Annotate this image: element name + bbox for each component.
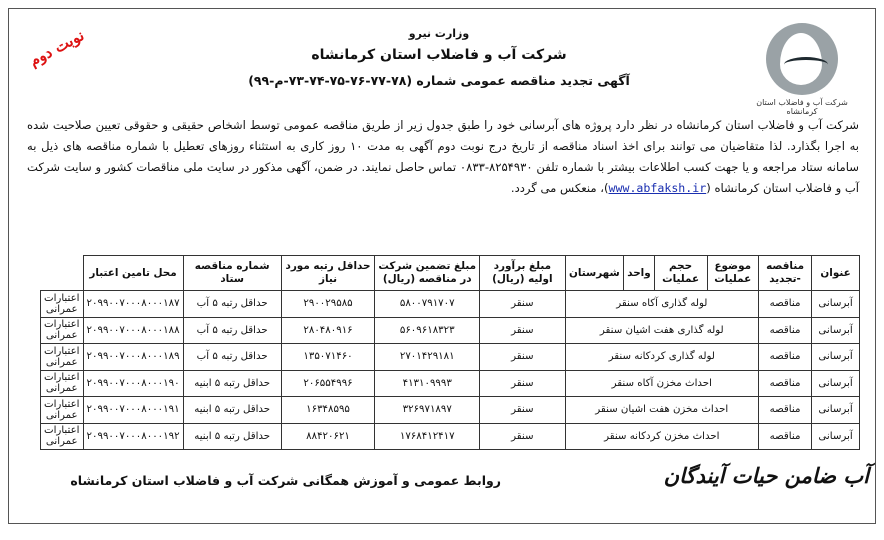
cell-subject: احداث مخزن هفت اشیان سنقر: [565, 397, 758, 424]
cell-setad-number: ۲۰۹۹۰۰۷۰۰۰۸۰۰۰۱۹۲: [83, 423, 183, 450]
cell-city: سنقر: [480, 344, 565, 371]
cell-grade: حداقل رتبه ۵ آب: [183, 291, 281, 318]
cell-setad-number: ۲۰۹۹۰۰۷۰۰۰۸۰۰۰۱۹۰: [83, 370, 183, 397]
cell-grade: حداقل رتبه ۵ آب: [183, 344, 281, 371]
cell-city: سنقر: [480, 397, 565, 424]
public-relations-footer: روابط عمومی و آموزش همگانی شرکت آب و فاضلاب استان کرمانشاه: [70, 473, 501, 488]
cell-setad-number: ۲۰۹۹۰۰۷۰۰۰۸۰۰۰۱۸۸: [83, 317, 183, 344]
cell-guarantee: ۲۰۶۵۵۴۹۹۶: [281, 370, 375, 397]
water-drop-logo-icon: [766, 23, 838, 95]
cell-type: مناقصه: [758, 291, 811, 318]
col-header-estimate: مبلغ برآورد اولیه (ریال): [480, 256, 565, 291]
cell-funding: اعتبارات عمرانی: [41, 291, 84, 318]
table-header-row: [41, 256, 860, 291]
slogan: آب ضامن حیات آیندگان: [663, 463, 869, 488]
cell-estimate: ۵۶۰۹۶۱۸۳۲۳: [375, 317, 480, 344]
cell-title: آبرسانی: [812, 423, 860, 450]
cell-title: آبرسانی: [812, 397, 860, 424]
table-row: [41, 317, 860, 344]
cell-city: سنقر: [480, 370, 565, 397]
cell-type: مناقصه: [758, 423, 811, 450]
logo-caption: شرکت آب و فاضلاب استان کرمانشاه: [756, 98, 848, 116]
cell-type: مناقصه: [758, 397, 811, 424]
cell-grade: حداقل رتبه ۵ آب: [183, 317, 281, 344]
notice-body: [27, 115, 859, 199]
cell-setad-number: ۲۰۹۹۰۰۷۰۰۰۸۰۰۰۱۸۹: [83, 344, 183, 371]
cell-guarantee: ۱۶۳۴۸۵۹۵: [281, 397, 375, 424]
cell-city: سنقر: [480, 317, 565, 344]
col-header-funding: محل تامین اعتبار: [83, 256, 183, 291]
notice-text-end: )، منعکس می گردد.: [510, 181, 609, 195]
cell-subject: احداث مخزن آکاه سنقر: [565, 370, 758, 397]
company-logo: [742, 23, 862, 116]
table-row: [41, 423, 860, 450]
cell-funding: اعتبارات عمرانی: [41, 317, 84, 344]
col-header-guarantee: مبلغ تضمین شرکت در مناقصه (ریال): [375, 256, 480, 291]
round-stamp: نوبت دوم: [26, 26, 88, 70]
col-header-title: عنوان: [812, 256, 860, 291]
cell-guarantee: ۲۸۰۴۸۰۹۱۶: [281, 317, 375, 344]
notice-text: شرکت آب و فاضلاب استان کرمانشاه در نظر دارد پروژه های آبرسانی خود را طبق جدول زیر از طریق مناقصه عمومی توسط اشخاص حقیقی و حقوقی تعیین صلاحیت شده به اجرا بگذارد. لذا متقاضیان می توانند برای اخذ اسناد مناقصه از تاریخ درج نوبت دوم آگهی به مدت ۱۰ روز کاری به استثناء روزهای تعطیل با شماره مناقصه های ذیل به سامانه ستاد مراجعه و یا جهت کسب اطلاعات بیشتر با شماره تلفن ۸۲۵۴۹۳۰-۰۸۳۳ تماس حاصل نمایند. در ضمن، آگهی مذکور در سایت ملی مناقصات کشور و سایت شرکت آب و فاضلاب استان کرمانشاه (: [27, 118, 860, 195]
cell-grade: حداقل رتبه ۵ ابنیه: [183, 423, 281, 450]
cell-title: آبرسانی: [812, 344, 860, 371]
tender-notice: [8, 8, 876, 524]
table-row: [41, 397, 860, 424]
cell-estimate: ۴۱۳۱۰۹۹۹۳: [375, 370, 480, 397]
cell-grade: حداقل رتبه ۵ ابنیه: [183, 370, 281, 397]
col-header-volume: حجم عملیات: [654, 256, 707, 291]
website-link[interactable]: www.abfaksh.ir: [608, 181, 707, 195]
cell-guarantee: ۸۸۴۲۰۶۲۱: [281, 423, 375, 450]
cell-guarantee: ۲۹۰۰۲۹۵۸۵: [281, 291, 375, 318]
cell-title: آبرسانی: [812, 370, 860, 397]
col-header-grade: حداقل رتبه مورد نیاز: [281, 256, 375, 291]
company-name: شرکت آب و فاضلاب استان کرمانشاه: [311, 47, 567, 63]
cell-funding: اعتبارات عمرانی: [41, 370, 84, 397]
notice-title: آگهی تجدید مناقصه عمومی شماره (۷۸-۷۷-۷۶-۷۵-۷۴-۷۳-م-۹۹): [248, 73, 630, 88]
cell-subject: احداث مخزن کردکانه سنقر: [565, 423, 758, 450]
cell-type: مناقصه: [758, 344, 811, 371]
cell-guarantee: ۱۳۵۰۷۱۴۶۰: [281, 344, 375, 371]
cell-estimate: ۳۲۶۹۷۱۸۹۷: [375, 397, 480, 424]
cell-setad-number: ۲۰۹۹۰۰۷۰۰۰۸۰۰۰۱۹۱: [83, 397, 183, 424]
cell-title: آبرسانی: [812, 291, 860, 318]
cell-estimate: ۱۷۶۸۴۱۲۴۱۷: [375, 423, 480, 450]
cell-funding: اعتبارات عمرانی: [41, 423, 84, 450]
col-header-unit: واحد: [624, 256, 655, 291]
cell-subject: لوله گذاری کردکانه سنقر: [565, 344, 758, 371]
cell-subject: لوله گذاری آکاه سنقر: [565, 291, 758, 318]
ministry-name: وزارت نیرو: [408, 27, 470, 40]
cell-grade: حداقل رتبه ۵ ابنیه: [183, 397, 281, 424]
col-header-type: مناقصه -تجدید: [758, 256, 811, 291]
cell-city: سنقر: [480, 423, 565, 450]
cell-subject: لوله گذاری هفت اشیان سنقر: [565, 317, 758, 344]
cell-setad-number: ۲۰۹۹۰۰۷۰۰۰۸۰۰۰۱۸۷: [83, 291, 183, 318]
col-header-setad-number: شماره مناقصه ستاد: [183, 256, 281, 291]
cell-estimate: ۵۸۰۰۷۹۱۷۰۷: [375, 291, 480, 318]
col-header-city: شهرستان: [565, 256, 624, 291]
cell-title: آبرسانی: [812, 317, 860, 344]
table-row: [41, 370, 860, 397]
col-header-subject: موضوع عملیات: [707, 256, 758, 291]
cell-funding: اعتبارات عمرانی: [41, 397, 84, 424]
cell-funding: اعتبارات عمرانی: [41, 344, 84, 371]
cell-type: مناقصه: [758, 317, 811, 344]
cell-estimate: ۲۷۰۱۴۲۹۱۸۱: [375, 344, 480, 371]
cell-type: مناقصه: [758, 370, 811, 397]
table-row: [41, 291, 860, 318]
table-row: [41, 344, 860, 371]
cell-city: سنقر: [480, 291, 565, 318]
tender-table: [40, 255, 860, 450]
